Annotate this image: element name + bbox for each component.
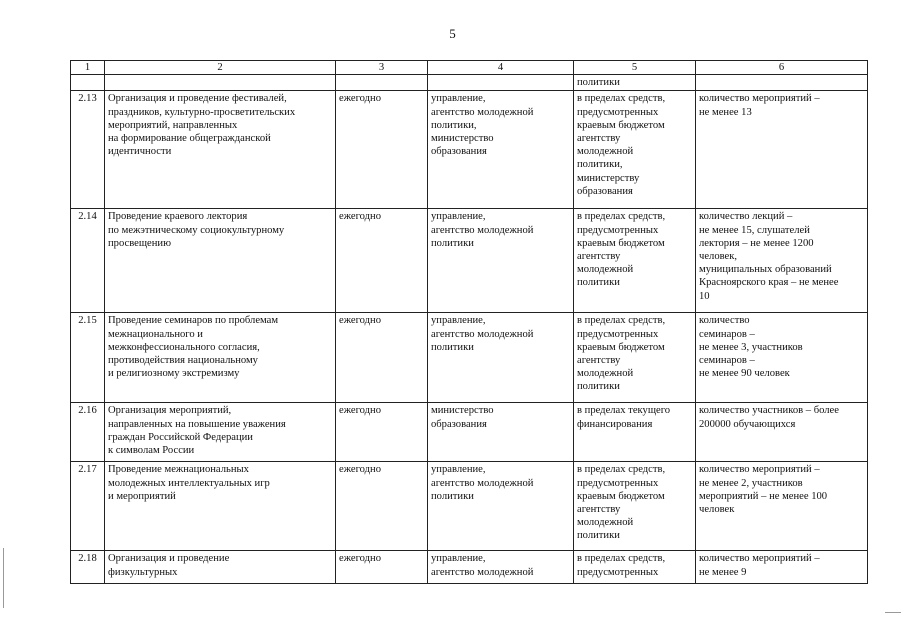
indicator-cell: количество мероприятий – не менее 9 — [696, 551, 868, 584]
table-cell — [428, 75, 574, 91]
executors-cell: управление, агентство молодежной политики — [428, 209, 574, 313]
row-number: 2.13 — [71, 91, 105, 209]
row-number: 2.17 — [71, 462, 105, 551]
financing-cell: в пределах текущего финансирования — [574, 403, 696, 462]
financing-cell: в пределах средств, предусмотренных — [574, 551, 696, 584]
financing-cell: в пределах средств, предусмотренных краевым бюджетом агентству молодежной политики — [574, 313, 696, 403]
scan-edge-mark — [885, 612, 901, 613]
table-cell — [105, 75, 336, 91]
executors-cell: управление, агентство молодежной — [428, 551, 574, 584]
period-cell: ежегодно — [336, 403, 428, 462]
period-cell: ежегодно — [336, 313, 428, 403]
event-cell: Проведение краевого лектория по межэтническому социокультурному просвещению — [105, 209, 336, 313]
indicator-cell: количество мероприятий – не менее 2, участников мероприятий – не менее 100 человек — [696, 462, 868, 551]
column-header: 5 — [574, 61, 696, 75]
table-row — [71, 403, 868, 462]
financing-cell: в пределах средств, предусмотренных краевым бюджетом агентству молодежной политики — [574, 209, 696, 313]
activity-plan-table — [70, 60, 868, 584]
table-row — [71, 462, 868, 551]
column-header: 6 — [696, 61, 868, 75]
financing-cell: политики — [574, 75, 696, 91]
column-header: 3 — [336, 61, 428, 75]
continuation-row — [71, 75, 868, 91]
period-cell: ежегодно — [336, 209, 428, 313]
row-number: 2.14 — [71, 209, 105, 313]
period-cell: ежегодно — [336, 462, 428, 551]
scan-edge-mark — [3, 548, 4, 608]
page-number: 5 — [449, 26, 456, 41]
indicator-cell: количество мероприятий – не менее 13 — [696, 91, 868, 209]
executors-cell: министерство образования — [428, 403, 574, 462]
indicator-cell: количество лекций – не менее 15, слушателей лектория – не менее 1200 человек, муниципальных образований Красноярского края – не менее 10 — [696, 209, 868, 313]
event-cell: Организация и проведение фестивалей, праздников, культурно-просветительских мероприятий, направленных на формирование общегражданской идентичности — [105, 91, 336, 209]
column-header: 4 — [428, 61, 574, 75]
financing-cell: в пределах средств, предусмотренных краевым бюджетом агентству молодежной политики — [574, 462, 696, 551]
table-cell — [696, 75, 868, 91]
event-cell: Проведение межнациональных молодежных интеллектуальных игр и мероприятий — [105, 462, 336, 551]
period-cell: ежегодно — [336, 91, 428, 209]
column-header: 2 — [105, 61, 336, 75]
event-cell: Проведение семинаров по проблемам межнационального и межконфессионального согласия, противодействия национальному и религиозному экстремизму — [105, 313, 336, 403]
table-cell — [336, 75, 428, 91]
column-number-row — [71, 61, 868, 75]
financing-cell: в пределах средств, предусмотренных краевым бюджетом агентству молодежной политики, министерству образования — [574, 91, 696, 209]
table-row — [71, 313, 868, 403]
column-header: 1 — [71, 61, 105, 75]
executors-cell: управление, агентство молодежной политики, министерство образования — [428, 91, 574, 209]
table-row — [71, 209, 868, 313]
event-cell: Организация мероприятий, направленных на повышение уважения граждан Российской Федерации к символам России — [105, 403, 336, 462]
executors-cell: управление, агентство молодежной политики — [428, 462, 574, 551]
row-number: 2.18 — [71, 551, 105, 584]
period-cell: ежегодно — [336, 551, 428, 584]
table-cell — [71, 75, 105, 91]
row-number: 2.16 — [71, 403, 105, 462]
indicator-cell: количество участников – более 200000 обучающихся — [696, 403, 868, 462]
row-number: 2.15 — [71, 313, 105, 403]
executors-cell: управление, агентство молодежной политики — [428, 313, 574, 403]
indicator-cell: количество семинаров – не менее 3, участников семинаров – не менее 90 человек — [696, 313, 868, 403]
table-row — [71, 91, 868, 209]
table-row — [71, 551, 868, 584]
event-cell: Организация и проведение физкультурных — [105, 551, 336, 584]
